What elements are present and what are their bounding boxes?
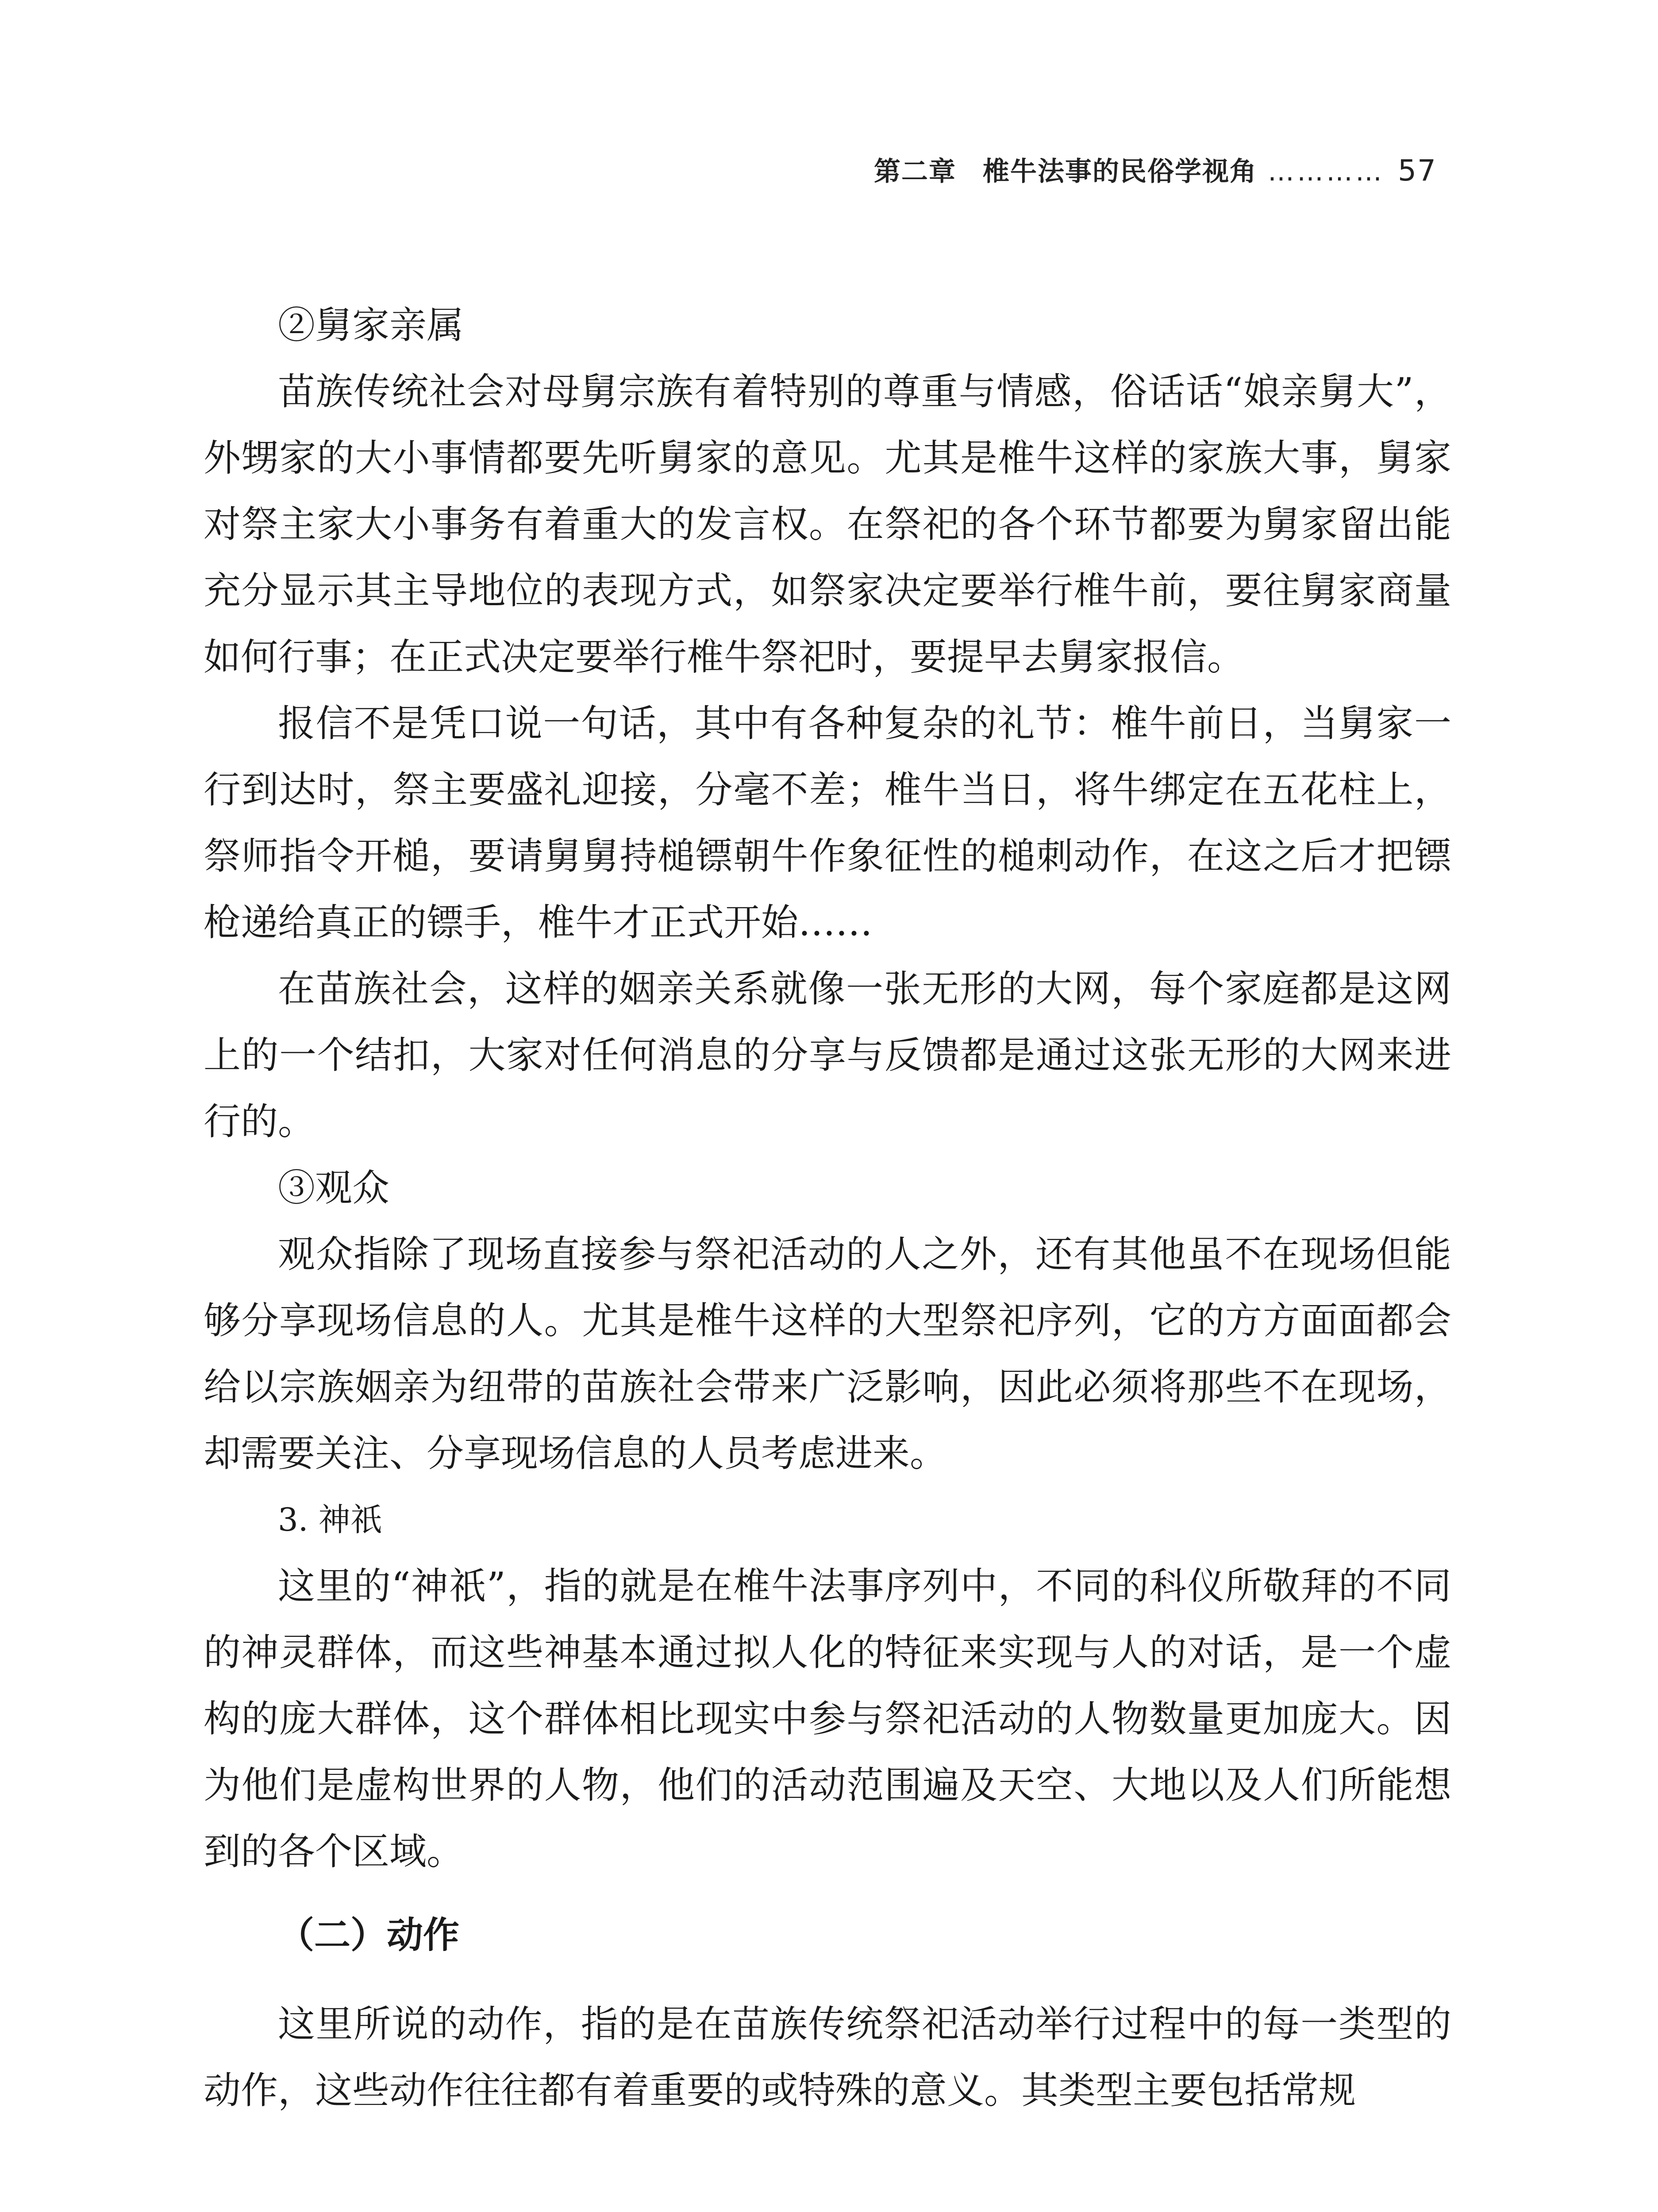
page-number: 57 xyxy=(1398,154,1437,188)
header-leader-dots: ………… xyxy=(1268,156,1385,187)
paragraph: 这里的“神祇”，指的就是在椎牛法事序列中，不同的科仪所敬拜的不同的神灵群体，而这些神基本通过拟人化的特征来实现与人的对话，是一个虚构的庞大群体，这个群体相比现实中参与祭祀活动的人物数量更加庞大。因为他们是虚构世界的人物，他们的活动范围遍及天空、大地以及人们所能想到的各个区域。 xyxy=(204,1564,1451,1873)
subheading-deities: 3. 神祇 xyxy=(278,1501,382,1538)
chapter-title: 椎牛法事的民俗学视角 xyxy=(983,156,1258,187)
subheading-maternal-uncle: ②舅家亲属 xyxy=(278,303,464,347)
running-header xyxy=(874,150,1437,188)
chapter-label: 第二章 xyxy=(874,156,957,187)
paragraph: 报信不是凭口说一句话，其中有各种复杂的礼节：椎牛前日，当舅家一行到达时，祭主要盛礼迎接，分毫不差；椎牛当日，将牛绑定在五花柱上，祭师指令开槌，要请舅舅持槌镖朝牛作象征性的槌刺动作，在这之后才把镖枪递给真正的镖手，椎牛才正式开始…… xyxy=(204,702,1451,944)
subheading-audience: ③观众 xyxy=(278,1166,390,1210)
paragraph: 在苗族社会，这样的姻亲关系就像一张无形的大网，每个家庭都是这网上的一个结扣，大家对任何消息的分享与反馈都是通过这张无形的大网来进行的。 xyxy=(204,967,1451,1143)
paragraph: 这里所说的动作，指的是在苗族传统祭祀活动举行过程中的每一类型的动作，这些动作往往都有着重要的或特殊的意义。其类型主要包括常规 xyxy=(204,2002,1451,2112)
page-body xyxy=(204,292,1451,2124)
section-heading-actions: （二）动作 xyxy=(278,1914,460,1956)
paragraph: 观众指除了现场直接参与祭祀活动的人之外，还有其他虽不在现场但能够分享现场信息的人。尤其是椎牛这样的大型祭祀序列，它的方方面面都会给以宗族姻亲为纽带的苗族社会带来广泛影响，因此必须将那些不在现场，却需要关注、分享现场信息的人员考虑进来。 xyxy=(204,1233,1451,1475)
paragraph: 苗族传统社会对母舅宗族有着特别的尊重与情感，俗话话“娘亲舅大”，外甥家的大小事情都要先听舅家的意见。尤其是椎牛这样的家族大事，舅家对祭主家大小事务有着重大的发言权。在祭祀的各个环节都要为舅家留出能充分显示其主导地位的表现方式，如祭家决定要举行椎牛前，要往舅家商量如何行事；在正式决定要举行椎牛祭祀时，要提早去舅家报信。 xyxy=(204,370,1451,679)
